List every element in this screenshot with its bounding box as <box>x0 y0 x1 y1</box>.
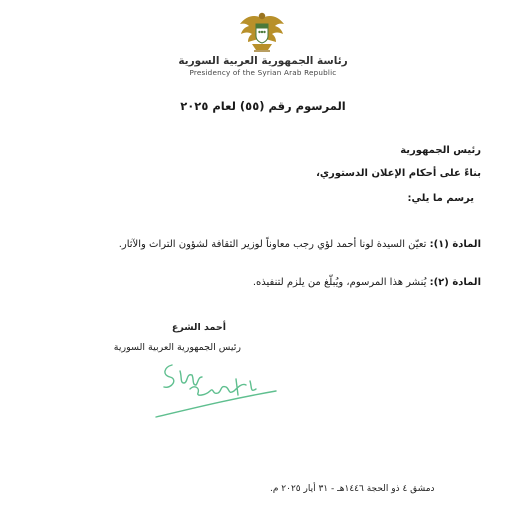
presidency-english-title: Presidency of the Syrian Arab Republic <box>189 68 337 77</box>
decrees-as-follows: يرسم ما يلي: <box>407 193 474 204</box>
article-1-text: تعيّن السيدة لونا أحمد لؤي رجب معاوناً لوزير الثقافة لشؤون التراث والآثار. <box>118 239 427 250</box>
decree-title: المرسوم رقم (٥٥) لعام ٢٠٢٥ <box>180 99 346 113</box>
decree-basis: بناءً على أحكام الإعلان الدستوري، <box>316 168 481 179</box>
article-1-label: المادة (١): <box>429 239 481 250</box>
syrian-eagle-emblem-icon <box>234 8 290 56</box>
article-1 <box>41 231 481 259</box>
issue-date: دمشق ٤ ذو الحجة ١٤٤٦هـ - ٣١ أيار ٢٠٢٥ م. <box>270 484 435 494</box>
handwritten-signature <box>150 355 280 427</box>
presidency-arabic-title: رئاسة الجمهورية العربية السورية <box>178 55 348 67</box>
signatory-title: رئيس الجمهورية العربية السورية <box>113 342 241 353</box>
article-2-label: المادة (٢): <box>429 277 481 288</box>
article-2-text: يُنشر هذا المرسوم، ويُبلّغ من يلزم لتنفيذه. <box>252 277 427 288</box>
signatory-name: أحمد الشرع <box>171 322 226 333</box>
decree-issuer: رئيس الجمهورية <box>400 145 481 156</box>
article-2 <box>41 276 481 290</box>
